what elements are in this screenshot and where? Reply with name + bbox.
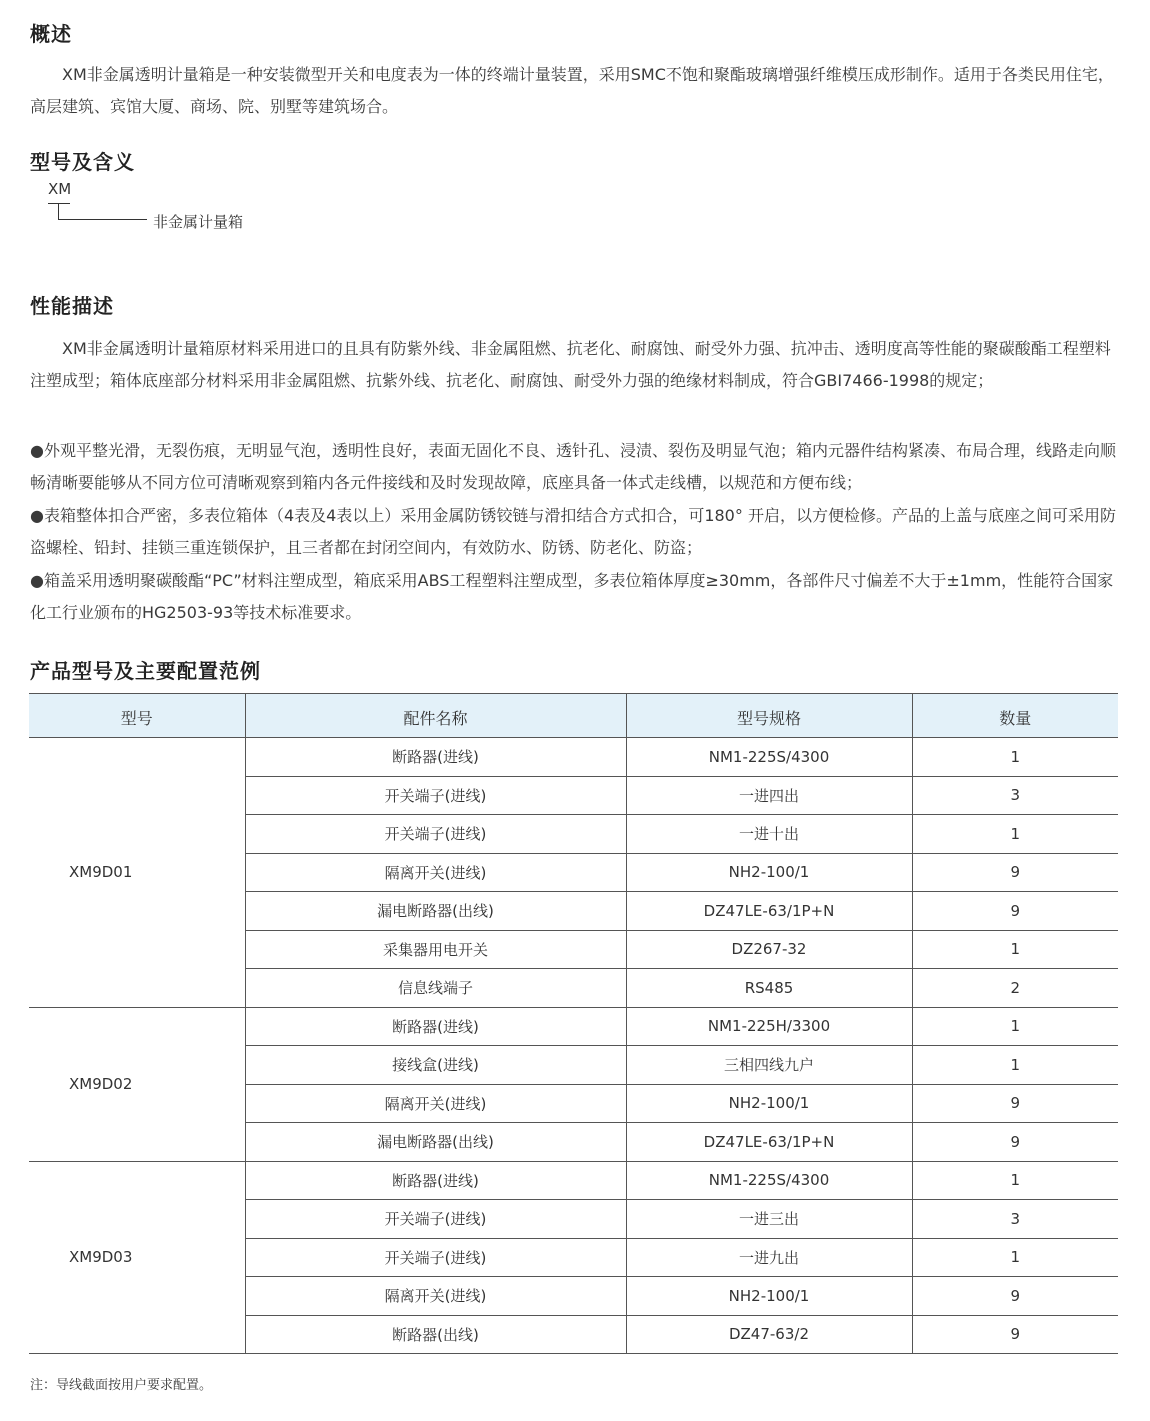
overview-heading: 概述 <box>30 22 72 46</box>
spec-cell: 一进四出 <box>626 776 912 815</box>
spec-cell: 一进三出 <box>626 1200 912 1239</box>
spec-cell: DZ267-32 <box>626 930 912 969</box>
spec-cell: 一进九出 <box>626 1238 912 1277</box>
quantity-cell: 1 <box>912 738 1118 777</box>
part-name-cell: 隔离开关(进线) <box>245 853 626 892</box>
performance-heading: 性能描述 <box>30 294 114 318</box>
quantity-cell: 2 <box>912 969 1118 1008</box>
model-meaning-heading: 型号及含义 <box>30 150 135 174</box>
spec-cell: NH2-100/1 <box>626 853 912 892</box>
quantity-cell: 9 <box>912 1084 1118 1123</box>
model-code-leader-line <box>58 203 147 220</box>
table-note: 注：导线截面按用户要求配置。 <box>30 1378 213 1393</box>
spec-cell: NH2-100/1 <box>626 1084 912 1123</box>
performance-bullet-1: ●外观平整光滑，无裂伤痕，无明显气泡，透明性良好，表面无固化不良、透针孔、浸渍、裂伤及明显气泡；箱内元器件结构紧凑、布局合理，线路走向顺畅清晰要能够从不同方位可清晰观察到箱内各元件接线和及时发现故障，底座具备一体式走线槽，以规范和方便布线； <box>30 441 1116 492</box>
part-name-cell: 断路器(进线) <box>245 1007 626 1046</box>
quantity-cell: 1 <box>912 1161 1118 1200</box>
part-name-cell: 隔离开关(进线) <box>245 1277 626 1316</box>
part-name-cell: 断路器(进线) <box>245 1161 626 1200</box>
performance-bullet-3: ●箱盖采用透明聚碳酸酯“PC”材料注塑成型，箱底采用ABS工程塑料注塑成型，多表位箱体厚度≥30mm，各部件尺寸偏差不大于±1mm，性能符合国家化工行业颁布的HG2503-93等技术标准要求。 <box>30 571 1114 622</box>
quantity-cell: 9 <box>912 1277 1118 1316</box>
spec-cell: NM1-225H/3300 <box>626 1007 912 1046</box>
part-name-cell: 开关端子(进线) <box>245 776 626 815</box>
config-table-body <box>29 738 1118 1354</box>
quantity-cell: 3 <box>912 776 1118 815</box>
quantity-cell: 9 <box>912 892 1118 931</box>
quantity-cell: 9 <box>912 853 1118 892</box>
quantity-cell: 9 <box>912 1315 1118 1354</box>
quantity-cell: 1 <box>912 815 1118 854</box>
model-cell: XM9D02 <box>29 1007 245 1161</box>
spec-cell: 一进十出 <box>626 815 912 854</box>
spec-cell: 三相四线九户 <box>626 1046 912 1085</box>
part-name-cell: 漏电断路器(出线) <box>245 1123 626 1162</box>
quantity-cell: 9 <box>912 1123 1118 1162</box>
quantity-cell: 1 <box>912 1007 1118 1046</box>
header-part-name: 配件名称 <box>245 694 626 738</box>
table-row <box>29 1161 1118 1200</box>
part-name-cell: 断路器(进线) <box>245 738 626 777</box>
config-table-header <box>29 694 1118 738</box>
model-code-meaning: 非金属计量箱 <box>153 213 244 231</box>
spec-cell: NM1-225S/4300 <box>626 738 912 777</box>
part-name-cell: 采集器用电开关 <box>245 930 626 969</box>
header-quantity: 数量 <box>912 694 1118 738</box>
spec-cell: DZ47LE-63/1P+N <box>626 892 912 931</box>
performance-bullet-2: ●表箱整体扣合严密，多表位箱体（4表及4表以上）采用金属防锈铰链与滑扣结合方式扣合，可180° 开启，以方便检修。产品的上盖与底座之间可采用防盗螺栓、铅封、挂锁三重连锁保护，且三者都在封闭空间内，有效防水、防锈、防老化、防盗； <box>30 506 1116 557</box>
model-cell: XM9D03 <box>29 1161 245 1354</box>
quantity-cell: 3 <box>912 1200 1118 1239</box>
part-name-cell: 开关端子(进线) <box>245 1238 626 1277</box>
part-name-cell: 信息线端子 <box>245 969 626 1008</box>
model-cell: XM9D01 <box>29 738 245 1008</box>
quantity-cell: 1 <box>912 1238 1118 1277</box>
spec-cell: DZ47LE-63/1P+N <box>626 1123 912 1162</box>
part-name-cell: 开关端子(进线) <box>245 1200 626 1239</box>
spec-cell: NM1-225S/4300 <box>626 1161 912 1200</box>
performance-intro: XM非金属透明计量箱原材料采用进口的且具有防紫外线、非金属阻燃、抗老化、耐腐蚀、耐受外力强、抗冲击、透明度高等性能的聚碳酸酯工程塑料注塑成型；箱体底座部分材料采用非金属阻燃、抗紫外线、抗老化、耐腐蚀、耐受外力强的绝缘材料制成，符合GBI7466-1998的规定； <box>30 339 1111 390</box>
spec-cell: RS485 <box>626 969 912 1008</box>
part-name-cell: 断路器(出线) <box>245 1315 626 1354</box>
model-code: XM <box>48 180 72 198</box>
header-model: 型号 <box>29 694 245 738</box>
config-heading: 产品型号及主要配置范例 <box>30 659 261 683</box>
part-name-cell: 隔离开关(进线) <box>245 1084 626 1123</box>
spec-cell: NH2-100/1 <box>626 1277 912 1316</box>
part-name-cell: 接线盒(进线) <box>245 1046 626 1085</box>
config-table <box>29 693 1118 1354</box>
part-name-cell: 开关端子(进线) <box>245 815 626 854</box>
overview-text: XM非金属透明计量箱是一种安装微型开关和电度表为一体的终端计量装置，采用SMC不饱和聚酯玻璃增强纤维模压成形制作。适用于各类民用住宅，高层建筑、宾馆大厦、商场、院、别墅等建筑场合。 <box>30 65 1114 116</box>
quantity-cell: 1 <box>912 930 1118 969</box>
header-spec: 型号规格 <box>626 694 912 738</box>
table-row <box>29 738 1118 777</box>
part-name-cell: 漏电断路器(出线) <box>245 892 626 931</box>
table-row <box>29 1007 1118 1046</box>
spec-cell: DZ47-63/2 <box>626 1315 912 1354</box>
quantity-cell: 1 <box>912 1046 1118 1085</box>
